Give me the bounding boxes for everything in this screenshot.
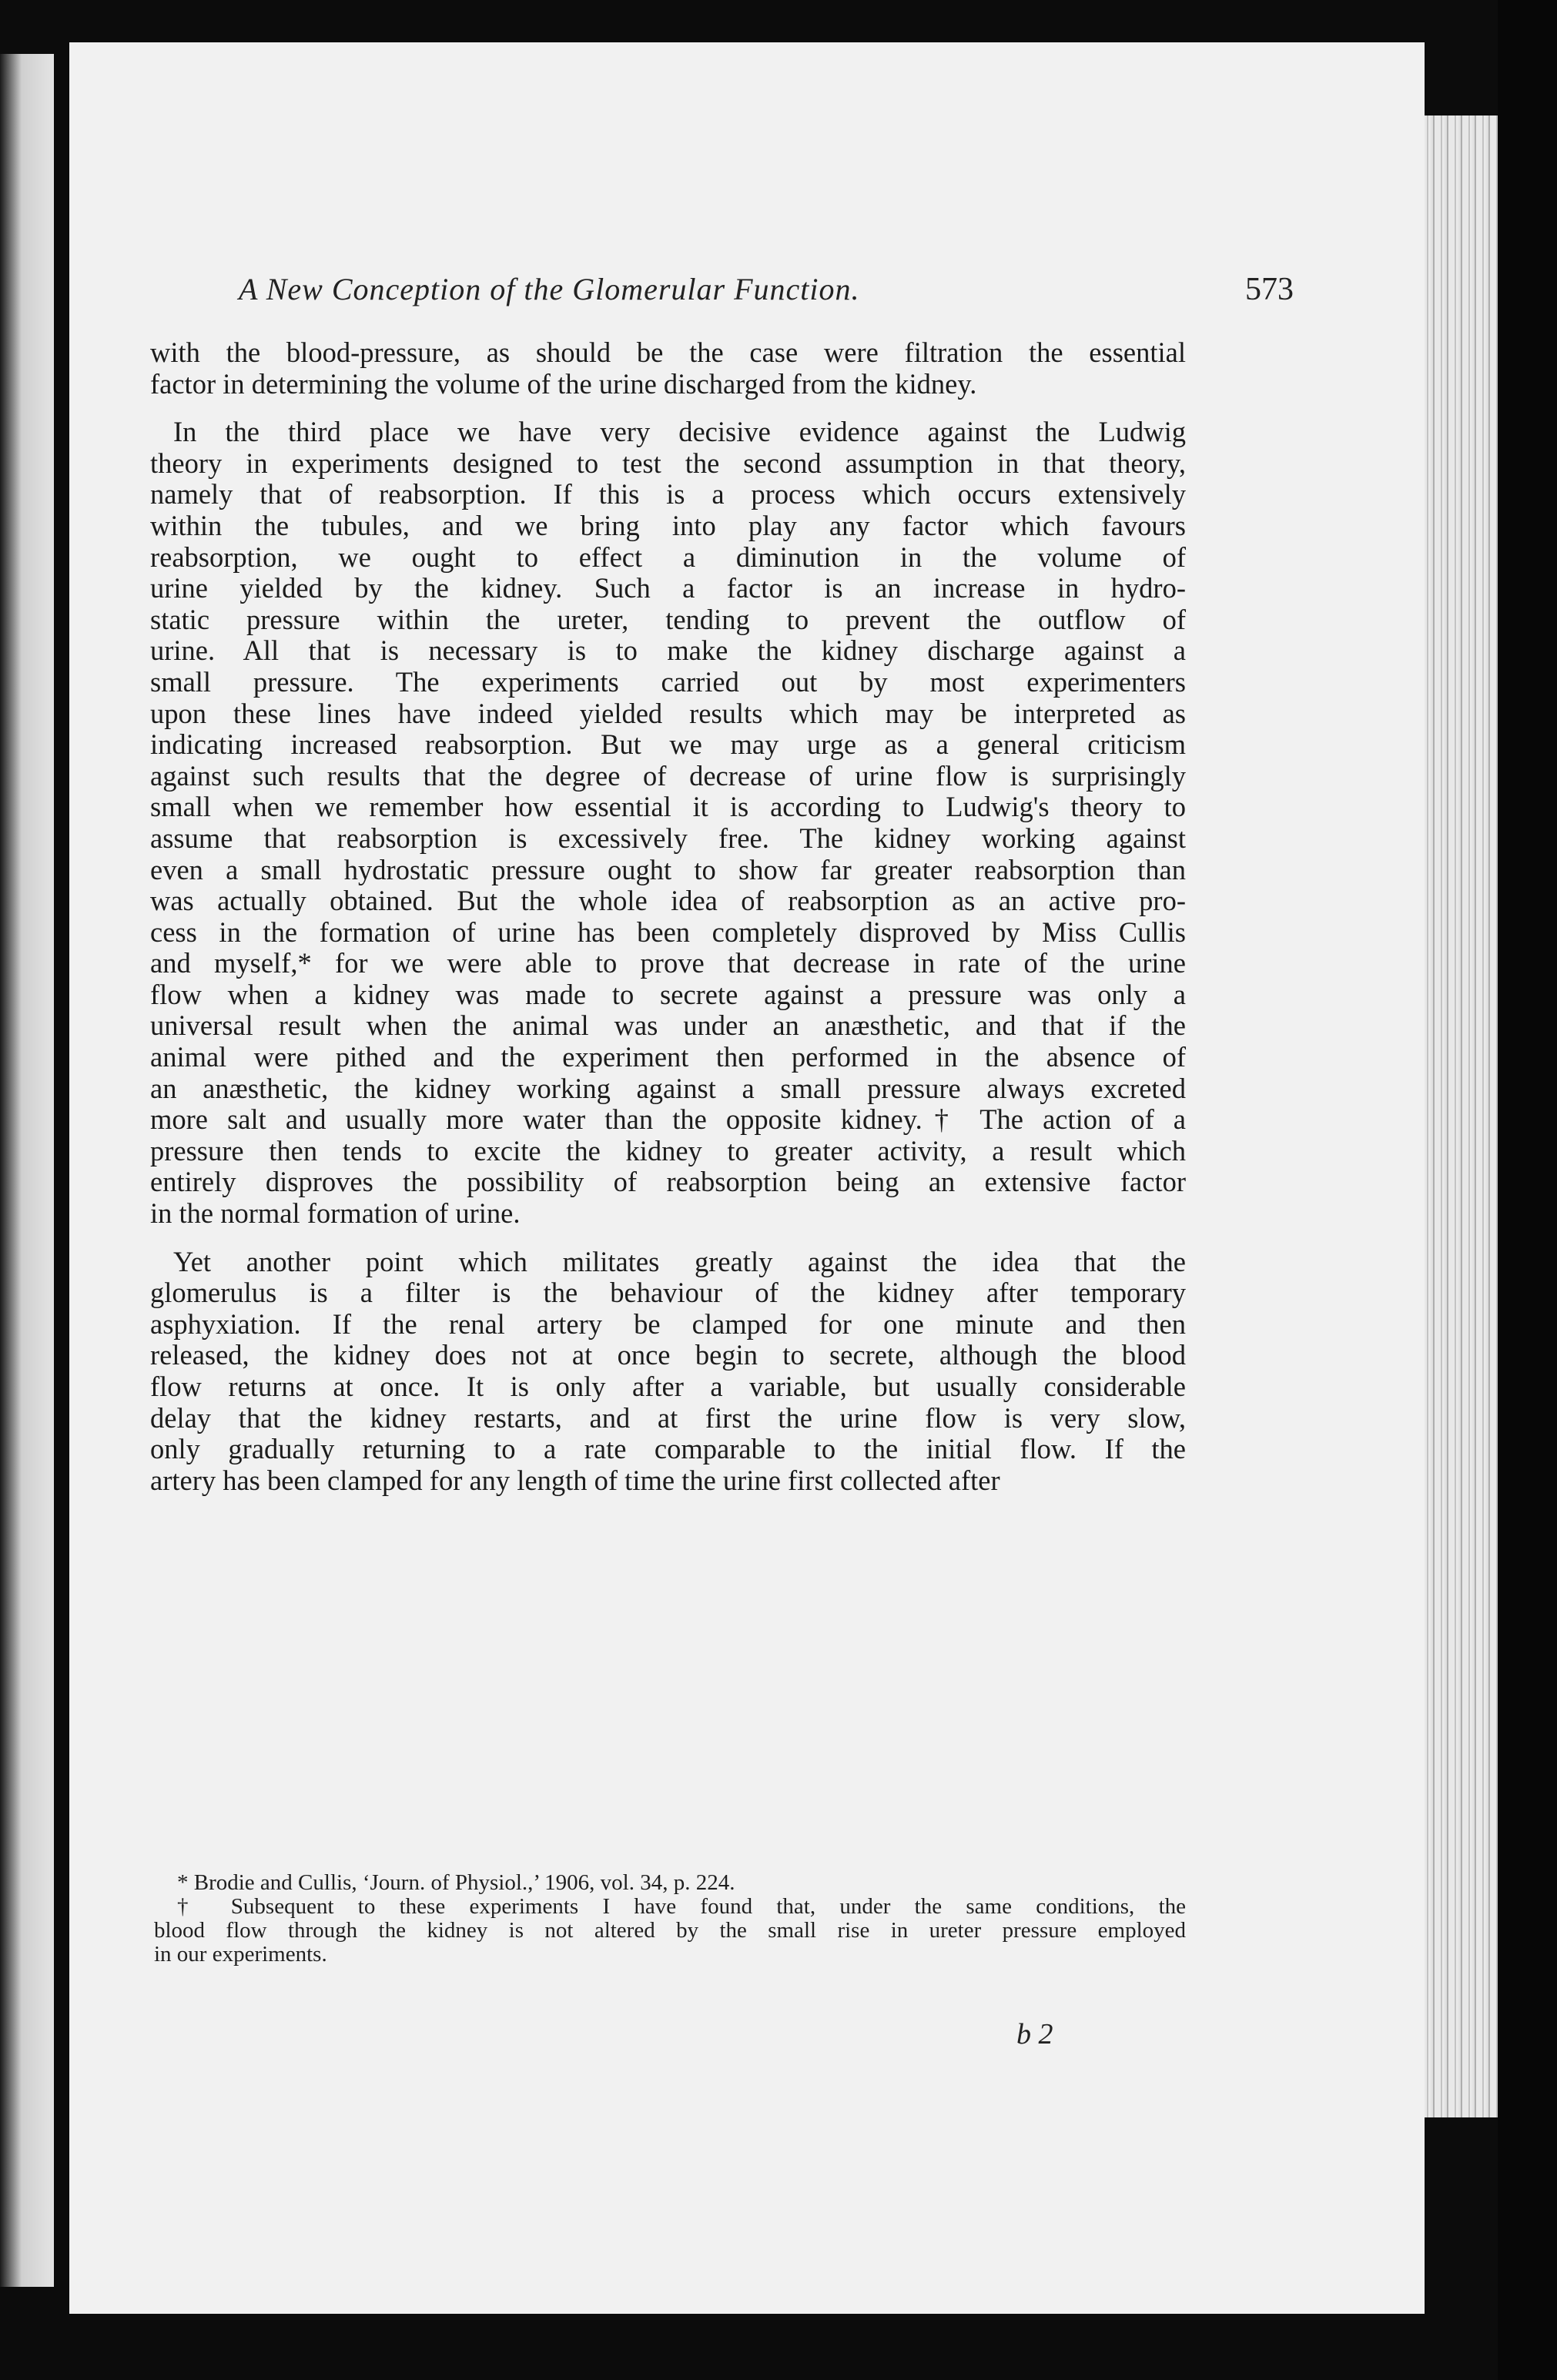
running-title: A New Conception of the Glomerular Function. xyxy=(239,272,860,306)
text-line: pressure then tends to excite the kidney to greater activity, a result which xyxy=(150,1134,1186,1167)
footnote-line: blood flow through the kidney is not altered by the small rise in ureter pressure employed xyxy=(154,1918,1186,1943)
paragraph-gap xyxy=(150,1230,1186,1247)
text-line: factor in determining the volume of the urine discharged from the kidney. xyxy=(150,367,977,400)
text-line: flow returns at once. It is only after a variable, but usually considerable xyxy=(150,1371,1186,1402)
text-line: assume that reabsorption is excessively free. The kidney working against xyxy=(150,822,1186,854)
text-line: small pressure. The experiments carried out by most experimenters xyxy=(150,665,1186,698)
text-line: theory in experiments designed to test the second assumption in that theory, xyxy=(150,447,1186,479)
text-line: even a small hydrostatic pressure ought to show far greater reabsorption than xyxy=(150,853,1186,885)
text-line: was actually obtained. But the whole idea of reabsorption as an active pro- xyxy=(150,885,1186,917)
text-line: reabsorption, we ought to effect a diminution in the volume of xyxy=(150,541,1186,573)
text-line: universal result when the animal was under an anæsthetic, and that if the xyxy=(150,1009,1186,1042)
text-line: urine yielded by the kidney. Such a factor is an increase in hydro- xyxy=(150,572,1186,604)
text-line: flow when a kidney was made to secrete against a pressure was only a xyxy=(150,978,1186,1010)
text-line: glomerulus is a filter is the behaviour of the kidney after temporary xyxy=(150,1277,1186,1309)
text-line: in the normal formation of urine. xyxy=(150,1197,521,1230)
paragraph xyxy=(150,1247,1186,1497)
text-line: with the blood-pressure, as should be the case were filtration the essential xyxy=(150,336,1186,368)
footnote xyxy=(154,1895,1186,1967)
text-line: Yet another point which militates greatly against the idea that the xyxy=(173,1245,1186,1277)
text-line: static pressure within the ureter, tending to prevent the outflow of xyxy=(150,603,1186,635)
footnote-line: † Subsequent to these experiments I have found that, under the same conditions, the xyxy=(177,1894,1186,1919)
text-line: artery has been clamped for any length of time the urine first collected after xyxy=(150,1464,1000,1496)
text-line: asphyxiation. If the renal artery be clamped for one minute and then xyxy=(150,1307,1186,1340)
paragraph xyxy=(150,337,1186,400)
text-line: more salt and usually more water than the opposite kidney.† The action of a xyxy=(150,1103,1186,1136)
paragraph xyxy=(150,417,1186,1229)
body-text xyxy=(150,337,1186,1496)
text-line: urine. All that is necessary is to make the kidney discharge against a xyxy=(150,634,1186,667)
signature-mark: b 2 xyxy=(1016,2018,1053,2050)
text-line: namely that of reabsorption. If this is a process which occurs extensively xyxy=(150,478,1186,510)
page-number: 573 xyxy=(1245,272,1294,307)
footnote-line: in our experiments. xyxy=(154,1942,327,1967)
text-line: only gradually returning to a rate comparable to the initial flow. If the xyxy=(150,1433,1186,1465)
page-stack-edge xyxy=(1421,115,1498,2117)
footnote-line: * Brodie and Cullis, ‘Journ. of Physiol.,’ 1906, vol. 34, p. 224. xyxy=(177,1870,735,1895)
text-line: and myself,* for we were able to prove that decrease in rate of the urine xyxy=(150,947,1186,979)
text-line: In the third place we have very decisive evidence against the Ludwig xyxy=(173,416,1186,448)
paragraph-gap xyxy=(150,400,1186,417)
running-head xyxy=(239,271,1294,308)
text-line: entirely disproves the possibility of reabsorption being an extensive factor xyxy=(150,1166,1186,1198)
text-line: an anæsthetic, the kidney working against a small pressure always excreted xyxy=(150,1072,1186,1104)
footnotes xyxy=(154,1871,1186,1967)
text-line: small when we remember how essential it is according to Ludwig's theory to xyxy=(150,791,1186,823)
text-line: against such results that the degree of decrease of urine flow is surprisingly xyxy=(150,759,1186,792)
text-line: animal were pithed and the experiment then performed in the absence of xyxy=(150,1041,1186,1073)
footnote xyxy=(154,1871,1186,1895)
text-line: upon these lines have indeed yielded results which may be interpreted as xyxy=(150,697,1186,729)
text-line: indicating increased reabsorption. But we may urge as a general criticism xyxy=(150,728,1186,761)
text-line: delay that the kidney restarts, and at first the urine flow is very slow, xyxy=(150,1401,1186,1434)
left-page-edge xyxy=(0,54,54,2287)
text-line: cess in the formation of urine has been completely disproved by Miss Cullis xyxy=(150,916,1186,948)
background-dark-edge xyxy=(1498,0,1557,2380)
text-line: released, the kidney does not at once begin to secrete, although the blood xyxy=(150,1339,1186,1371)
text-line: within the tubules, and we bring into play any factor which favours xyxy=(150,509,1186,541)
